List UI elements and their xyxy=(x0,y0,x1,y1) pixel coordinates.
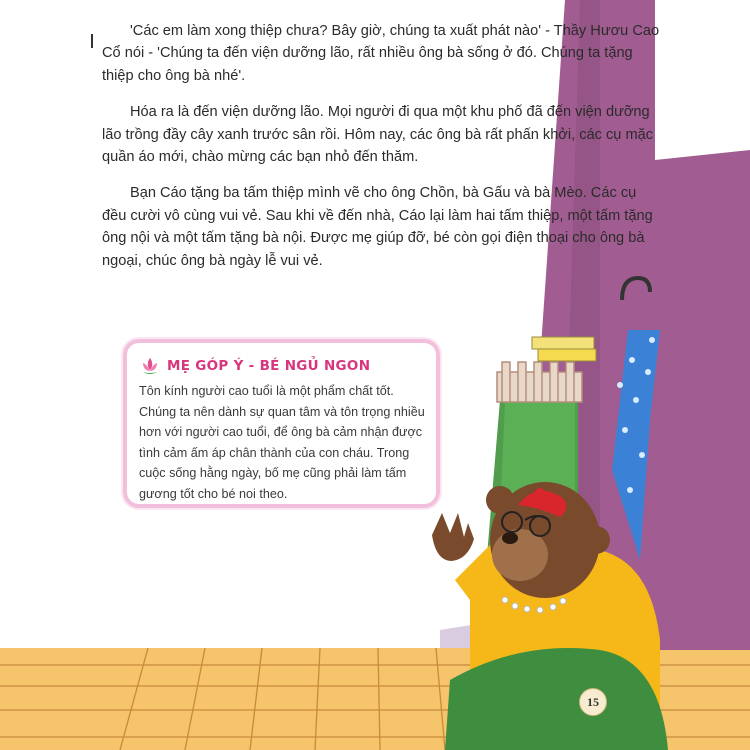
story-text xyxy=(102,20,662,286)
page-number: 15 xyxy=(579,688,607,716)
tip-header xyxy=(139,355,370,377)
story-paragraph: Hóa ra là đến viện dưỡng lão. Mọi người đi qua một khu phố đã đến viện dưỡng lão trồng đầy cây xanh trước sân rồi. Hôm nay, các ông bà rất phấn khởi, các cụ mặc quần áo mới, chào mừng các bạn nhỏ đến thăm. xyxy=(102,104,654,166)
bear-ear-left xyxy=(486,486,514,514)
bear-hand xyxy=(432,513,474,561)
book-top xyxy=(532,337,594,349)
tip-title: MẸ GÓP Ý - BÉ NGỦ NGON xyxy=(167,358,371,374)
bear-ear-right xyxy=(582,526,610,554)
story-paragraph: Bạn Cáo tặng ba tấm thiệp mình vẽ cho ông Chồn, bà Gấu và bà Mèo. Các cụ đều cười vô cùng vui vẻ. Sau khi về đến nhà, Cáo lại làm hai tấm thiệp, một tấm tặng ông nội và một tấm tặng bà nội. Được mẹ giúp đỡ, bé còn gọi điện thoại cho ông bà ngoại, chúc ông bà ngày lễ vui vẻ. xyxy=(102,185,653,269)
tip-body: Tôn kính người cao tuổi là một phẩm chất tốt. Chúng ta nên dành sự quan tâm và tôn trọng nhiều hơn với người cao tuổi, để ông bà cảm nhận được tình cảm ấm áp chân thành của con cháu. Trong cuộc sống hằng ngày, bố mẹ cũng phải làm tấm gương tốt cho bé noi theo. xyxy=(139,384,425,501)
lotus-icon xyxy=(139,355,161,377)
fence xyxy=(497,362,582,402)
tip-box xyxy=(123,339,440,508)
bear-nose xyxy=(502,532,518,544)
story-paragraph: 'Các em làm xong thiệp chưa? Bây giờ, chúng ta xuất phát nào' - Thầy Hươu Cao Cổ nói - 'Chúng ta đến viện dưỡng lão, rất nhiều ông bà sống ở đó. Chúng ta tặng thiệp cho ông bà nhé'. xyxy=(102,23,660,84)
margin-mark xyxy=(91,34,93,48)
